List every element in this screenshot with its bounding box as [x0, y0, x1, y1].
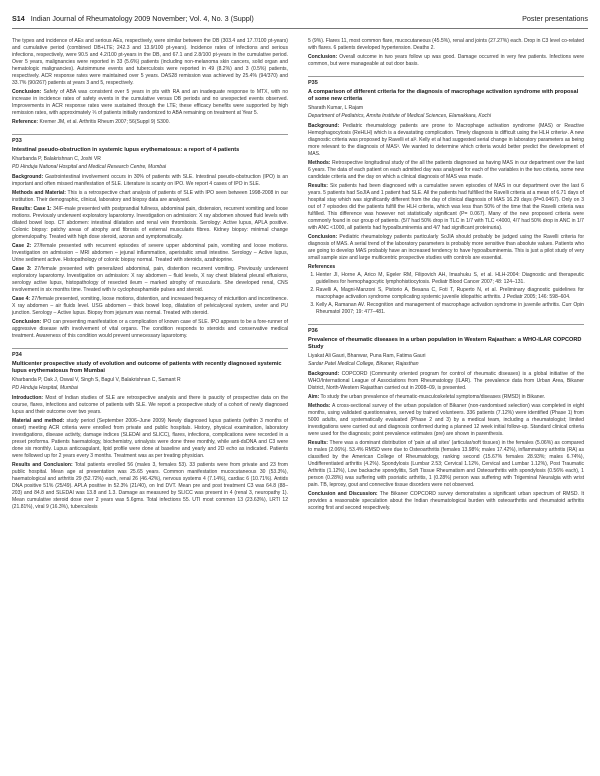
abstract-title: Multicenter prospective study of evolution and outcome of patients with recently diagnosed systemic lupus erythematosus from Mumbai	[12, 361, 282, 374]
header-left	[12, 14, 254, 23]
paragraph: Methods: Retrospective longitudinal study of the all the patients diagnosed as having MAS in our department over the last 6 years. The data of each patient on each admitted day was analysed for each of the variables in the two criteria, some new candidate criteria and the day on which a clinical diagnosis of MAS was made.	[308, 160, 584, 180]
abstract-affiliation: Sardar Patel Medical College, Bikaner, Rajasthan	[308, 361, 419, 367]
paragraph: Case 2: 27/female presented with recurrent episodes of severe upper abdominal pain, vomiting and loose motions. Investigation on admission – MRI abdomen – jejunal inflammation, aperistaltic small intestine. Serology – Active lupus, Urine sediment active. Histopathology of colonic biopsy normal. Treated with steroids, azathioprine.	[12, 243, 288, 263]
paragraph: Conclusion and Discussion: The Bikaner COPCORD survey demonstrates a significant urban spectrum of RMSD. It provides a reasonable speculation about the Indian rheumatological burden with osteoarthritis and rheumatoid arthritis scoring first and second respectively.	[308, 491, 584, 511]
paragraph: Results and Conclusion: Total patients enrolled 56 (males 3, females 53). 33 patients were from private and 23 from public hospital. Mean age at presentation was 25.65 years. Common manifestation mucocutaneous 30 (53.3%), haematological and arthritis 29 (52.72%) each, renal 26 (46.42%), nervous systems 4 (7.14%), cardiac 6 (10.71%). Antids DNA positive 51% (25/49). APLA positive in 52.3% (21/40), on Ind DVT. Mean pre and post treatment C3 was 64.8 (88–203) and 84.8 and SLEDAI was 13.8 and 1.3. Damage as measured by SLICC was present in 4 (renal 3, neuropathy 1). Mean cumulative steroid dose over 2 years was 5.6gms. Total infections 55. UTI most common 13 (23.63%), LRTI 12 (21.81%), viral 9 (16.3%), tuberculosis	[12, 462, 289, 510]
abstract-title: Prevalence of rheumatic diseases in a urban population in Western Rajasthan: a WHO-ILAR COPCORD Study	[308, 337, 582, 350]
paragraph: Methods and Material: This is a retrospective chart analysis of patients of SLE with IPO seen between 1998-2008 in our institution. Their demographic, clinical, laboratory and biopsy data are analysed.	[12, 190, 288, 203]
paragraph: Reference: Kremer JM, et al. Arthritis Rheum 2007; 56(Suppl 9) S300.	[12, 119, 170, 125]
paragraph: Case 3: 27/female presented with generalized abdominal, pain, distention recurrent vomiting. Previously underwent exploratory laparotomy. Investigation on admission: X ray abdomen – fluid levels, X ray chest bilateral pleural effusions, serology active lupus, histopathology of resected ileum – marked atrophy of muscularis. She developed renal, CNS involvement in six months time. Treated with iv cyclophosphamide pulses and steroid.	[12, 266, 288, 293]
abstract-id: P33	[12, 138, 22, 144]
page-header	[12, 12, 588, 29]
paragraph: Background: COPCORD (Community oriented program for control of rheumatic diseases) is a global initiative of the WHO/International League of Associations from Rheumatology (ILAR). The prevalence data from Urban Area, Bikaner District, North-Western Rajasthan carried out in 2008–09, is presented.	[308, 371, 585, 391]
paragraph: Aim: To study the urban prevalence of rheumatic-musculoskeletal symptoms/diseases (RMSD) in Bikaner.	[308, 394, 546, 400]
paragraph: 5 (9%). Flares 11, most common flare, mucocutaneous (45.5%), renal and joints (27.27%) each. Drop in C3 level co-related with flares. 6 patients developed hypertension. Deaths 2.	[308, 38, 584, 51]
abstract-id: P35	[308, 80, 318, 86]
paragraph: Case 4: 27/female presented, vomiting, loose motions, distention, and increased frequency of micturition and incontinence. X ray abdomen – air fluids level. USG abdomen – thick bowel loop, dilatation of pelvicalyceal system, ureter and PU junction. Serology – Active lupus. Biopsy from jejunum was normal. Treated with steroid.	[12, 296, 288, 316]
paragraph: Material and method: study period (September 2006–June 2009) Newly diagnosed lupus patients (within 3 months of onset) meeting ACR criteria were enrolled from private and public hospitals. History, physical examination, laboratory investigations, disease activity, damage indices (SLEDAI and SLICC), flares, infections, complications were recorded in a preset proforma. Patients haematology, biochemistry, urinalysis were done three monthly, while anti-dsDNA and C3 were done six monthly. Lupus anticoagulant, lipid profile were done at baseline and yearly and 2D echo as indicated. Patients were followed up for 2 years every 3 months. Treatment was as per treating physician.	[12, 418, 288, 459]
abstract-divider	[308, 76, 584, 77]
paragraph: Background: Pediatric rheumatology patients are prone to Macrophage activation syndrome (MAS) or Reactive Hemophagocytosis (ReHLH) which is a devastating complication. Timely diagnosis is difficult using the HLH criteria¹. A new diagnostic criteria was proposed by Ravelli et al². Kelly et al had suggested serial change in laboratory parameters as being more relevant to the diagnosis of MAS³. We wanted to determine which criteria would better predict the development of MAS.	[308, 123, 585, 157]
paragraph: The types and incidence of AEs and serious AEs, respectively, were similar between the DB (303.4 and 17.7/100 pt-years) and cumulative period (combined DB+LTE; 242.3 and 13.9/100 pt-years). Incidence rates of infections and serious infections, respectively, were 90.5 and 4.2/100 pt-years in the DB, and 67.1 and 2.8/100 pt-years in the cumulative period. Over 5 years, malignancies were reported in 33 (5.6%) patients (including non-melanoma skin cancers, solid organ and hematologic malignancies). Autoimmune events and tuberculosis were reported in 49 (8.2%) and 3 (0.5%) patients, respectively. ACR response rates were maintained over 5 years. DAS28 remission was achieved by 25.4% (94/370) and 33.7% (90/267) patients at years 3 and 5, respectively.	[12, 38, 288, 86]
abstract-title: Intestinal pseudo-obstruction in systemic lupus erythematosus: a report of 4 patients	[12, 147, 240, 153]
paragraph: Results: Case 1: 34/F-male presented with postprandial fullness, abdominal pain, distension, recurrent vomiting and loose motions. Previously underwent exploratory laparotomy. Investigation on admission: X ray abdomen showed fluid levels with dilated bowel loop. CT abdomen: intestinal dilatation and renal vein thrombosis. Serology: Active lupus, APLA positive. Colonic biopsy: patchy areas of atrophy and fibrosis of external muscularis fibres. Kidney biopsy: minimal change glomerulopathy. Treated with high dose steroid, azoran and symptomatically.	[12, 206, 288, 240]
abstract-authors: Sharath Kumar, L Rajam	[308, 105, 364, 111]
paragraph: Results: Six patients had been diagnosed with a cumulative seven episodes of MAS in our department over the last 6 years. 5 patients had SoJIA and 1 patient had SLE. All the patients had fulfilled the Ravelli criteria at a mean of 6.71 days of hospital stay which was significantly different from the day of clinical diagnosis of MAS 16.29 days (P=0.0467). Only on 3 out of 7 episodes did the patients fulfill the HLH criteria, which was less than 50% of the time that the Ravelli criteria was fulfilled. This difference was however not statistically significant (P= 0.067). Many of the new proposed criteria were commonly found in our group of patients. (5/7 had 50% drop in TLC in 1/7 with TLC <4000, 4/7 had 50% drop in ANC in 1/7 with ANC <1000, all patients had hypoalbuminemia and 4/7 had significant proteinuria).	[308, 183, 584, 231]
abstract-id: P36	[308, 328, 318, 334]
paragraph: Conclusion: IPO can presenting manifestation or a complication of known case of SLE. IPO appears to be a fore-runner of aggressive disease with involvement of vital organs. The condition responds to steroids and conservative medical treatment. Awareness of this condition would prevent unnecessary laparotomy.	[12, 319, 288, 339]
paragraph: Introduction: Most of Indian studies of SLE are retrospective analysis and there is paucity of prospective data on the course, flares, infections and outcome of patients with SLE. We report a prospective study of a cohort of newly diagnosed lupus and their outcome over two years.	[12, 395, 289, 415]
abstract-divider	[12, 348, 288, 349]
abstract-p34	[12, 348, 288, 511]
paragraph: Conclusion: Overall outcome in two years follow up was good. Damage occurred in very few patients. Infections were common, but were manageable at out door basis.	[308, 54, 584, 67]
abstract-affiliation: PD Hinduja Hospital, Mumbai	[12, 385, 78, 391]
abstract-p36	[308, 324, 584, 512]
left-column	[12, 38, 288, 513]
right-column	[308, 38, 584, 514]
paragraph: Conclusion: Safety of ABA was consistent over 5 years in pts with RA and an inadequate response to MTX, with no increase in incidence rates of safety events in the cumulative versus DB periods and no unexpected events observed. Improvements in ACR response rates were sustained through the LTE; these efficacy benefits were supported by high remission rates, with approximately ⅓ of patients initially randomized to ABA remaining on treatment at Year 5.	[12, 89, 289, 116]
abstract-authors: Liyakat Ali Gauri, Bhanwar, Puna Ram, Fatima Gauri	[308, 353, 426, 359]
abstract-affiliation: PD Hinduja National Hospital and Medical Research Centre, Mumbai	[12, 164, 167, 170]
abstract-continuation-left	[12, 38, 288, 126]
references-heading: References	[308, 264, 336, 270]
reference-item: 3. Kelly A, Ramanan AV. Recognition and management of macrophage activation syndrome in juvenile arthritis. Curr Opin Rheumatol 2007; 19: 477–481.	[316, 302, 584, 316]
abstract-p35	[308, 76, 584, 316]
abstract-divider	[12, 134, 288, 135]
paragraph: Background: Gastrointestinal involvement occurs in 30% of patients with SLE. Intestinal pseudo-obstruction (IPO) is an important and often missed manifestation of SLE. Literature is scanty on IPO. We report 4 cases of IPO in SLE.	[12, 174, 288, 187]
abstract-affiliation: Department of Pediatrics, Amrita Institute of Medical Sciences, Elamakkara, Kochi	[308, 113, 491, 119]
abstract-authors: Kharbanda P, Oak J, Oswal V, Singh S, Bagul V, Balakrishnan C, Samant R	[12, 377, 181, 383]
reference-list	[308, 272, 584, 316]
abstract-id: P34	[12, 352, 22, 358]
abstract-authors: Kharbanda P, Balakrishnan C, Joshi VR	[12, 156, 101, 162]
paragraph: Conclusion: Pediatric rheumatology patients particularly SoJIA should probably be judged using the Ravelli criteria for diagnosis of MAS. A serial trend of the laboratory parameters is probably more sensitive than absolute values. Patients who are going to develop MAS probably have an increased tendency to have hypoalbuminemia. This is just a pilot study of very small sample size and large multicentric prospective studies with controls are essential.	[308, 234, 585, 261]
reference-item: 1. Henter JI, Horne A, Arico M, Egeler RM, Filipovich AH, Imashuku S, et al. HLH-2004: Diagnostic and therapeutic guidelines for hemophagocytic lymphohistiocytosis. Pediatr Blood Cancer 2007; 48: 124–131.	[316, 272, 584, 286]
journal-citation: Indian Journal of Rheumatology 2009 November; Vol. 4, No. 3 (Suppl)	[30, 14, 254, 23]
reference-item: 2. Ravelli A, Magni-Manzoni S, Pistorio A, Besana C, Foti T, Ruperto N, et al. Preliminary diagnostic guidelines for macrophage activation syndrome complicating systemic juvenile idiopathic arthritis. J Pediatr 2005; 146: 598–604.	[316, 287, 584, 301]
abstract-continuation-right	[308, 38, 584, 68]
page-number: S14	[12, 14, 25, 23]
abstract-p33	[12, 134, 288, 340]
abstract-divider	[308, 324, 584, 325]
paragraph: Methods: A cross-sectional survey of the urban population of Bikaner (non-randomised selection) was completed in eight months, using validated questionnaires, served by trained volunteers. 336 patients (7.12%) were identified (Phase 1) from 5000 adults, and systematically evaluated (Phase 2 and 3) by a medical team, including a rheumatologist; limited investigations were carried out and diagnosis confirmed during a planned 12 week initial follow-up. Standard clinical criteria were used for the diagnosis; point prevalence estimates (pre) are shown in parenthesis.	[308, 403, 585, 437]
abstract-title: A comparison of different criteria for the diagnosis of macrophage activation syndrome with proposal of some new criteria	[308, 89, 579, 102]
section-title: Poster presentations	[522, 14, 588, 23]
paragraph: Results: There was a dominant distribution of 'pain at all sites' (articular/soft tissues) in the females (5.06%) as compared to males (2.06%). 53.4% RMSD were due to Osteoarthritis (females 13.98%; males 17.42%), inflammatory arthritis (RA) as classified by the American College of Rheumatology, ranking second (15.67% females 28.93%; males 6.74%), Undifferentiated arthritis (4.2%). Spondylosis (Lumbar 2.53; Cervical 1.12%, Cervical and Lumbar 1.12%), Post Traumatic Arthritis (1.12%), Low backache spondylitis, Soft Tissue Rheumatism and Osteoarthritis with spondylosis (0.56% each), 1 person (0.28%) was suffering with psoriatic arthritis, 1 (0.28%) person was suffering with Trigeminal Neuralgia with wrist pain. TB, leprosy, gout and connective tissue disorders were not observed.	[308, 440, 585, 488]
